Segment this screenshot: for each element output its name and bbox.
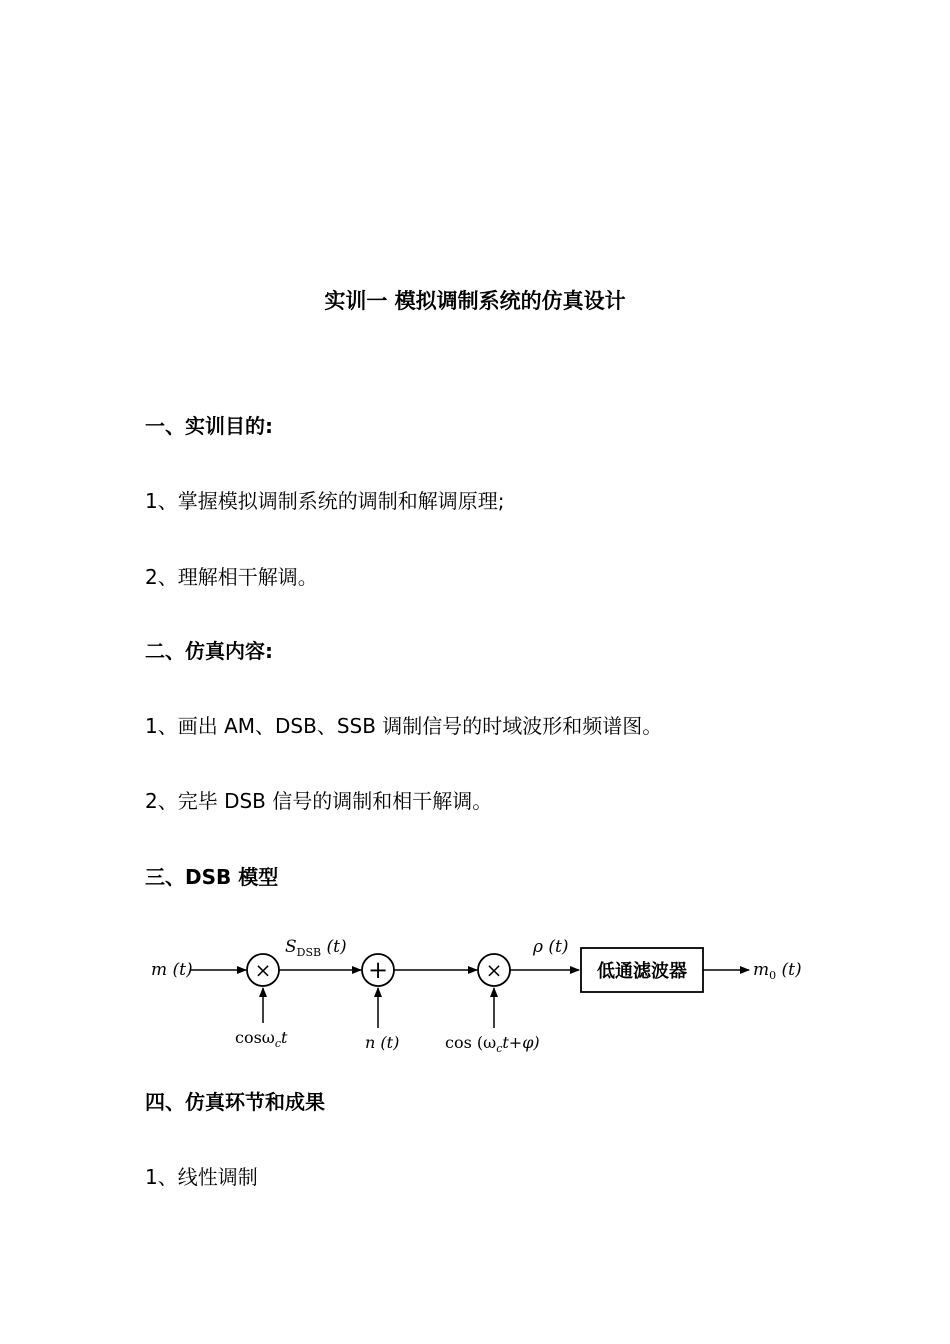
content-item-1: 1、画出 AM、DSB、SSB 调制信号的时域波形和频谱图。 bbox=[145, 714, 663, 738]
multiply-symbol-2: × bbox=[485, 958, 503, 982]
document-title: 实训一 模拟调制系统的仿真设计 bbox=[324, 289, 626, 313]
noise-label: n (t) bbox=[365, 1033, 400, 1052]
dsb-block-diagram bbox=[145, 928, 815, 1058]
objective-item-1: 1、掌握模拟调制系统的调制和解调原理; bbox=[145, 489, 505, 513]
output-label: $m_0$ (t) bbox=[753, 960, 802, 982]
multiplier-2 bbox=[478, 954, 510, 986]
content-item-2: 2、完毕 DSB 信号的调制和相干解调。 bbox=[145, 789, 493, 813]
carrier1-label: cosω$_c$t bbox=[235, 1028, 288, 1050]
input-label: m (t) bbox=[151, 960, 193, 980]
steps-item-1: 1、线性调制 bbox=[145, 1165, 258, 1189]
section-heading-objectives: 一、实训目的: bbox=[145, 414, 273, 438]
carrier2-label: $\cos (\omega_ct+\varphi)$ bbox=[445, 1033, 540, 1055]
adder bbox=[362, 954, 394, 986]
multiplier-1 bbox=[247, 954, 279, 986]
section-heading-steps-results: 四、仿真环节和成果 bbox=[145, 1090, 325, 1114]
sdsb-label: $S_{DSB}$ (t) bbox=[285, 937, 347, 959]
multiply-symbol-1: × bbox=[254, 958, 272, 982]
section-heading-content: 二、仿真内容: bbox=[145, 639, 273, 663]
section-heading-dsb-model: 三、DSB 模型 bbox=[145, 865, 279, 889]
objective-item-2: 2、理解相干解调。 bbox=[145, 565, 318, 589]
add-symbol: + bbox=[367, 956, 389, 984]
lowpass-filter-label: 低通滤波器 bbox=[597, 961, 687, 982]
rho-label: ρ (t) bbox=[533, 937, 569, 957]
